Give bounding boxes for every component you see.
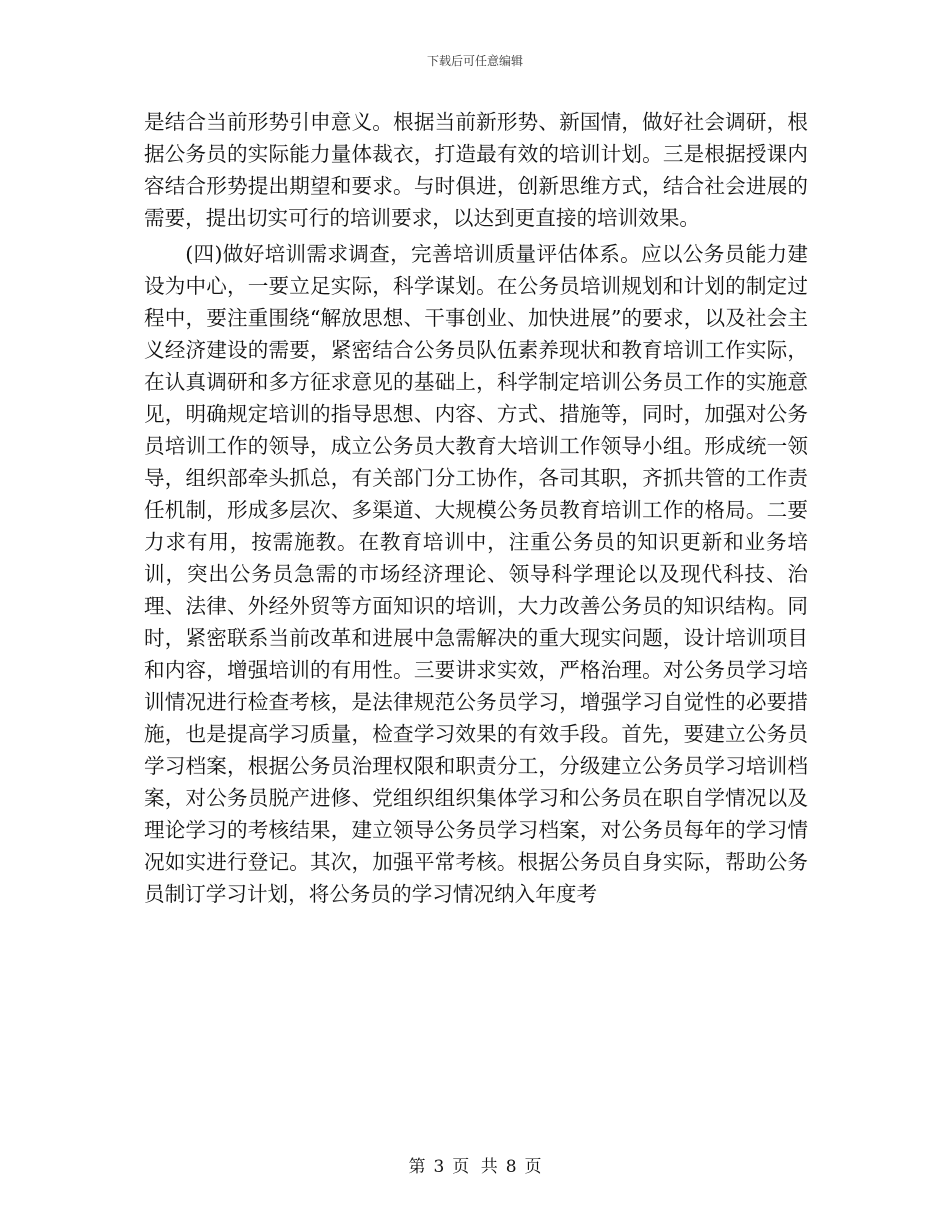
page-footer [0, 1152, 950, 1177]
page-header: 下载后可任意编辑 [426, 54, 523, 68]
footer-suffix: 页 [524, 1157, 542, 1177]
paragraph-section-four: (四)做好培训需求调查，完善培训质量评估体系。应以公务员能力建设为中心，一要立足实际，科学谋划。在公务员培训规划和计划的制定过程中，要注重围绕“解放思想、干事创业、加快进展”的要求，以及社会主义经济建设的需要，紧密结合公务员队伍素养现状和教育培训工作实际，在认真调研和多方征求意见的基础上，科学制定培训公务员工作的实施意见，明确规定培训的指导思想、内容、方式、措施等，同时，加强对公务员培训工作的领导，成立公务员大教育大培训工作领导小组。形成统一领导，组织部牵头抓总，有关部门分工协作，各司其职，齐抓共管的工作责任机制，形成多层次、多渠道、大规模公务员教育培训工作的格局。二要力求有用，按需施教。在教育培训中，注重公务员的知识更新和业务培训，突出公务员急需的市场经济理论、领导科学理论以及现代科技、治理、法律、外经外贸等方面知识的培训，大力改善公务员的知识结构。同时，紧密联系当前改革和进展中急需解决的重大现实问题，设计培训项目和内容，增强培训的有用性。三要讲求实效，严格治理。对公务员学习培训情况进行检查考核，是法律规范公务员学习，增强学习自觉性的必要措施，也是提高学习质量，检查学习效果的有效手段。首先，要建立公务员学习档案，根据公务员治理权限和职责分工，分级建立公务员学习培训档案，对公务员脱产进修、党组织组织集体学习和公务员在职自学情况以及理论学习的考核结果，建立领导公务员学习档案，对公务员每年的学习情况如实进行登记。其次，加强平常考核。根据公务员自身实际，帮助公务员制订学习计划，将公务员的学习情况纳入年度考 [144, 242, 808, 906]
footer-middle: 页 共 [452, 1157, 498, 1177]
footer-page-number: 3 [433, 1157, 445, 1177]
paragraph-continued: 是结合当前形势引申意义。根据当前新形势、新国情，做好社会调研，根据公务员的实际能力量体裁衣，打造最有效的培训计划。三是根据授课内容结合形势提出期望和要求。与时俱进，创新思维方式，结合社会进展的需要，提出切实可行的培训要求，以达到更直接的培训效果。 [144, 110, 808, 230]
footer-total-pages: 8 [505, 1157, 517, 1177]
footer-prefix: 第 [408, 1157, 426, 1177]
document-body [144, 106, 808, 910]
